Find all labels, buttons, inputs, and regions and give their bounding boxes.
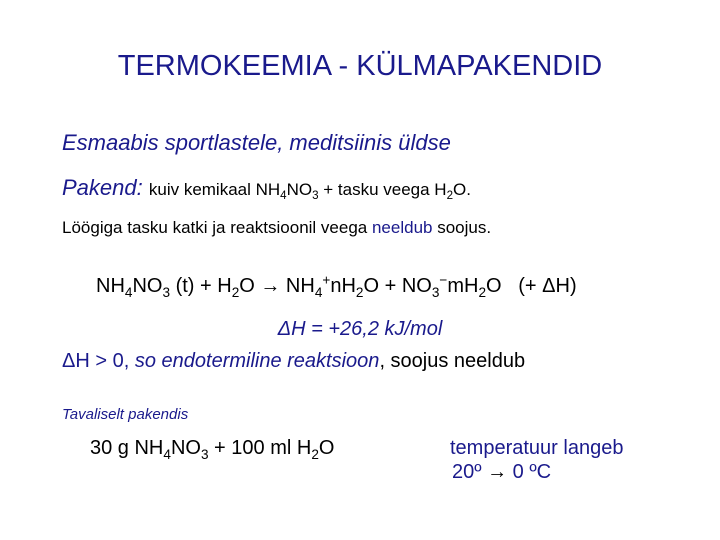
reaction-equation: $NH_4NO_3$ $(t) + H_2O \to NH_4^+nH_2O + NO_3^-mH_2O$ (+ ΔH) (96, 272, 577, 300)
arrow-icon: → (487, 461, 508, 483)
temperature-label: temperatuur langeb (450, 437, 624, 459)
package-typical-label: Tavaliselt pakendis (62, 406, 189, 423)
enthalpy-value: ΔH = +26,2 kJ/mol (277, 318, 443, 340)
enthalpy-conclusion: ΔH > 0, so endotermiline reaktsioon, soojus neeldub (62, 350, 526, 372)
package-line (62, 175, 471, 201)
package-label: Pakend: (62, 175, 143, 200)
package-composition: 30 g $NH_4NO_3 + 100$ ml $H_2O$ (90, 437, 335, 462)
temperature-change: 20º → 0 ºC (452, 461, 552, 483)
package-content: kuiv kemikaal $NH_4NO_3$ + tasku veega $H_2O$. (148, 180, 471, 203)
first-aid-line: Esmaabis sportlastele, meditsiinis üldse (62, 130, 451, 155)
reaction-description: Löögiga tasku katki ja reaktsioonil veega neeldub soojus. (62, 218, 492, 237)
absorbs-highlight: neeldub (371, 218, 433, 237)
page-title: TERMOKEEMIA - KÜLMAPAKENDID (117, 50, 603, 82)
arrow-icon: → (260, 275, 281, 297)
